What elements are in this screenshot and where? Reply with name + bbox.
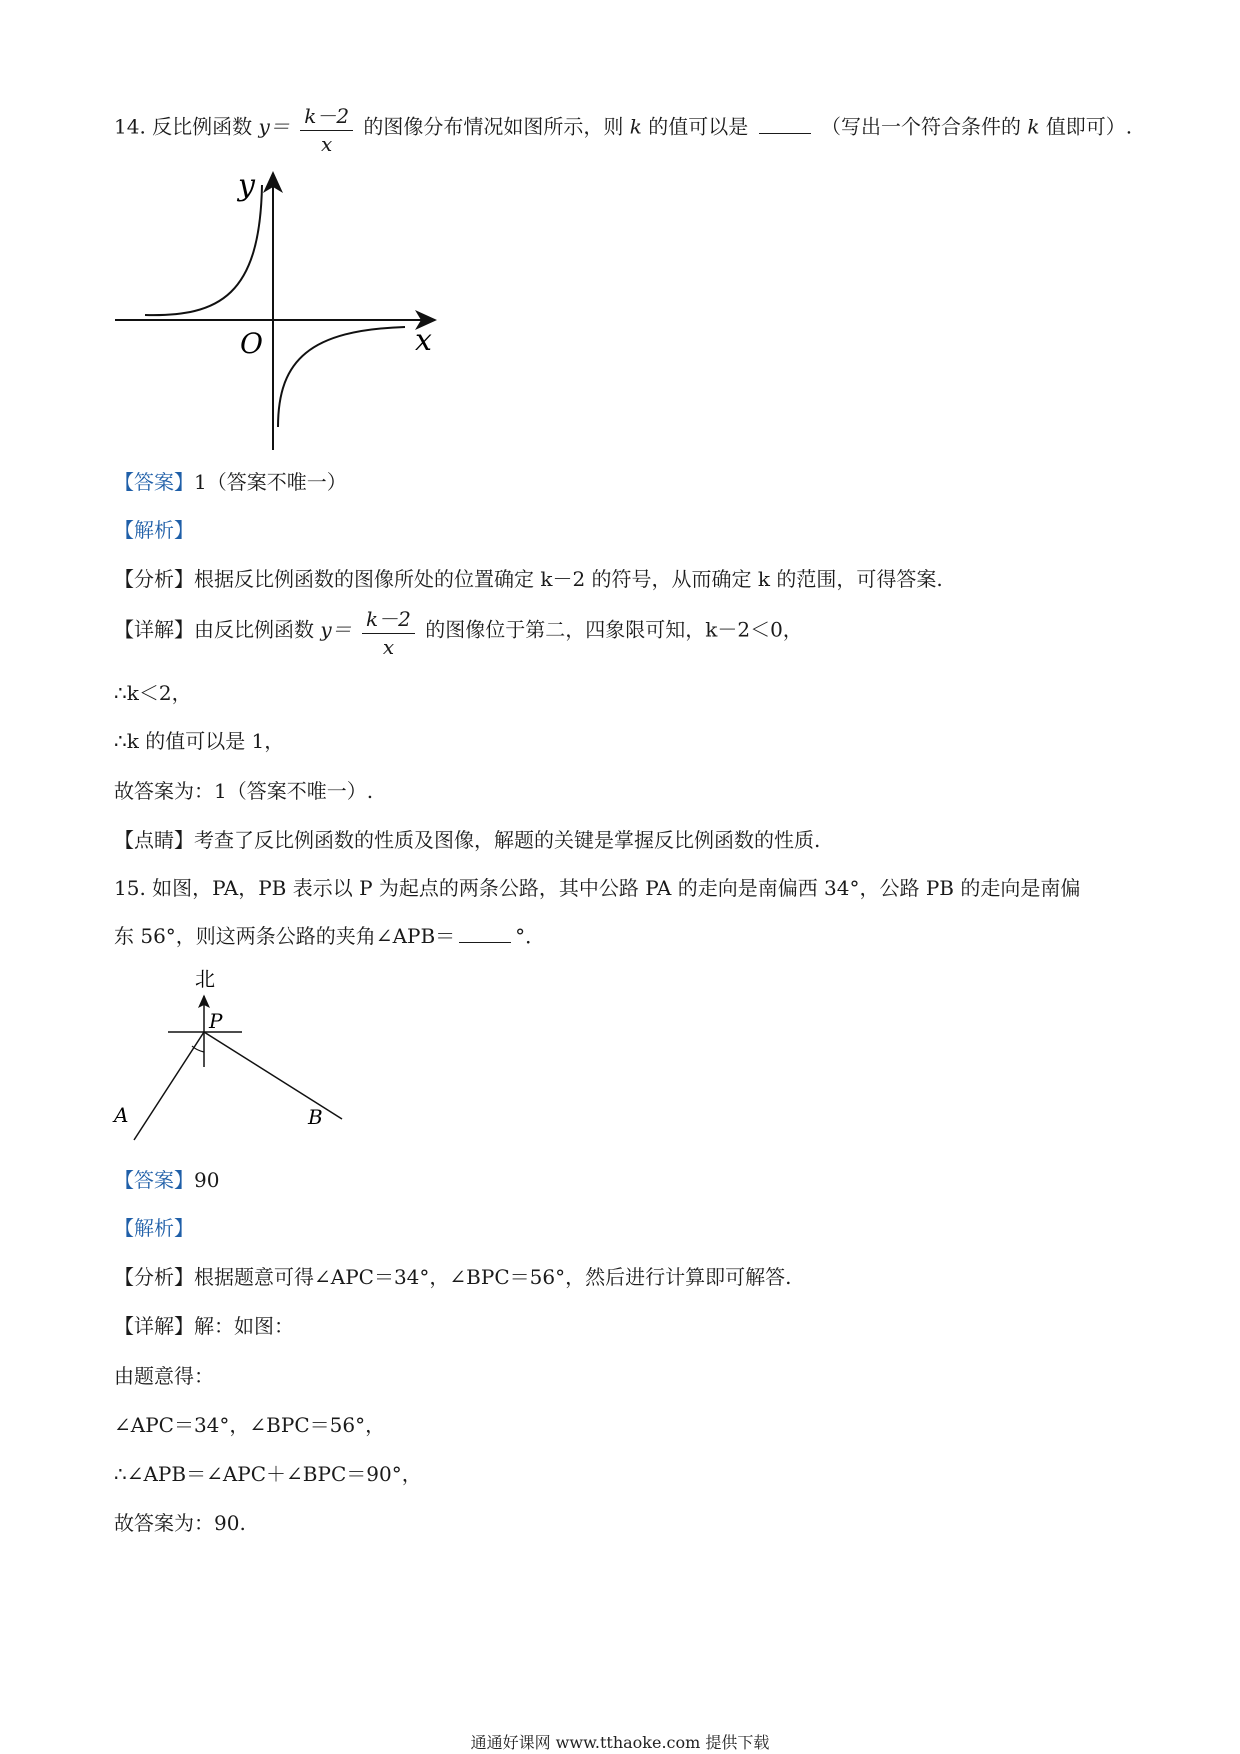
hyperbola-graph	[110, 165, 450, 455]
answer-tag-2: 【答案】	[114, 1168, 194, 1192]
fenxi-text: 根据反比例函数的图像所处的位置确定 k－2 的符号，从而确定 k 的范围，可得答案.	[194, 567, 943, 591]
page-footer: 通通好课网 www.tthaoke.com 提供下载	[470, 1733, 770, 1752]
hyperbola-branch-2	[145, 185, 262, 315]
q15-xiangjie	[114, 1310, 294, 1339]
q14-k: k	[629, 114, 642, 139]
q14-answer	[114, 466, 347, 495]
q14-frac-numerator: k－2	[300, 100, 353, 131]
answer-blank-2	[459, 926, 511, 943]
q15-line-2	[114, 920, 545, 949]
q14-number: 14.	[114, 114, 146, 139]
north-label: 北	[195, 967, 215, 991]
q15-line-1: 15. 如图，PA，PB 表示以 P 为起点的两条公路，其中公路 PA 的走向是南偏西 34°，公路 PB 的走向是南偏	[114, 876, 1081, 900]
q15-text-2a: 东 56°，则这两条公路的夹角∠APB＝	[114, 924, 456, 948]
xiangjie-text-1: 由反比例函数	[194, 617, 314, 642]
xiangjie-text-3: 解：如图：	[194, 1314, 294, 1338]
dianjing-text: 考查了反比例函数的性质及图像，解题的关键是掌握反比例函数的性质.	[194, 828, 821, 852]
q14-step-2: ∴k 的值可以是 1，	[114, 729, 285, 753]
x-axis-label: x	[415, 323, 432, 358]
q14-dianjing	[114, 824, 820, 853]
analysis-tag-2: 【解析】	[114, 1216, 194, 1240]
q14-step-1: ∴k＜2，	[114, 681, 192, 705]
q14-fraction	[300, 100, 353, 156]
xiangjie-frac-numerator: k－2	[362, 603, 415, 634]
q15-step-1: 由题意得：	[114, 1364, 214, 1388]
answer-tag: 【答案】	[114, 470, 194, 494]
q14-step-3: 故答案为：1（答案不唯一）.	[114, 779, 374, 803]
answer-value: 1（答案不唯一）	[194, 470, 347, 494]
q15-text-2b: °．	[515, 924, 546, 948]
analysis-tag: 【解析】	[114, 518, 194, 542]
xiangjie-text-2: 的图像位于第二，四象限可知，k－2＜0，	[425, 617, 803, 642]
q14-frac-denominator: x	[320, 132, 333, 156]
q15-step-2: ∠APC＝34°，∠BPC＝56°，	[114, 1413, 386, 1437]
point-a-label: A	[114, 1103, 129, 1127]
q14-text-3: 的值可以是	[648, 114, 749, 139]
fenxi-tag: 【分析】	[114, 567, 194, 591]
q14-y-eq: y＝	[258, 114, 290, 139]
q14-k-2: k	[1027, 114, 1040, 139]
q14-text-4: （写出一个符合条件的	[820, 114, 1021, 139]
q14-text-1: 反比例函数	[152, 114, 253, 139]
answer-value-2: 90	[194, 1168, 220, 1192]
q14-fenxi	[114, 563, 943, 592]
q15-step-4: 故答案为：90.	[114, 1511, 246, 1535]
point-b-label: B	[308, 1105, 323, 1129]
origin-label: O	[240, 327, 263, 360]
xiangjie-frac-denominator: x	[382, 635, 395, 659]
q15-step-3: ∴∠APB＝∠APC＋∠BPC＝90°，	[114, 1462, 422, 1486]
hyperbola-branch-4	[278, 327, 405, 427]
q15-analysis	[114, 1212, 194, 1241]
xiangjie-y-eq: y＝	[320, 617, 352, 642]
roads-diagram	[110, 962, 370, 1147]
fenxi-text-2: 根据题意可得∠APC＝34°，∠BPC＝56°，然后进行计算即可解答.	[194, 1265, 792, 1289]
answer-blank	[759, 117, 811, 134]
xiangjie-tag-2: 【详解】	[114, 1314, 194, 1338]
q14-text-2: 的图像分布情况如图所示，则	[363, 114, 624, 139]
q14-text-5: 值即可）.	[1045, 114, 1133, 139]
q15-fenxi	[114, 1261, 791, 1290]
point-p-label: P	[209, 1009, 223, 1033]
q14-analysis	[114, 514, 194, 543]
xiangjie-fraction	[362, 603, 415, 659]
xiangjie-tag: 【详解】	[114, 617, 194, 642]
q14-xiangjie	[114, 603, 803, 659]
road-pa	[134, 1032, 204, 1140]
q14-text	[114, 100, 1132, 156]
q15-answer	[114, 1164, 219, 1193]
dianjing-tag: 【点睛】	[114, 828, 194, 852]
y-axis-label: y	[238, 168, 255, 203]
fenxi-tag-2: 【分析】	[114, 1265, 194, 1289]
